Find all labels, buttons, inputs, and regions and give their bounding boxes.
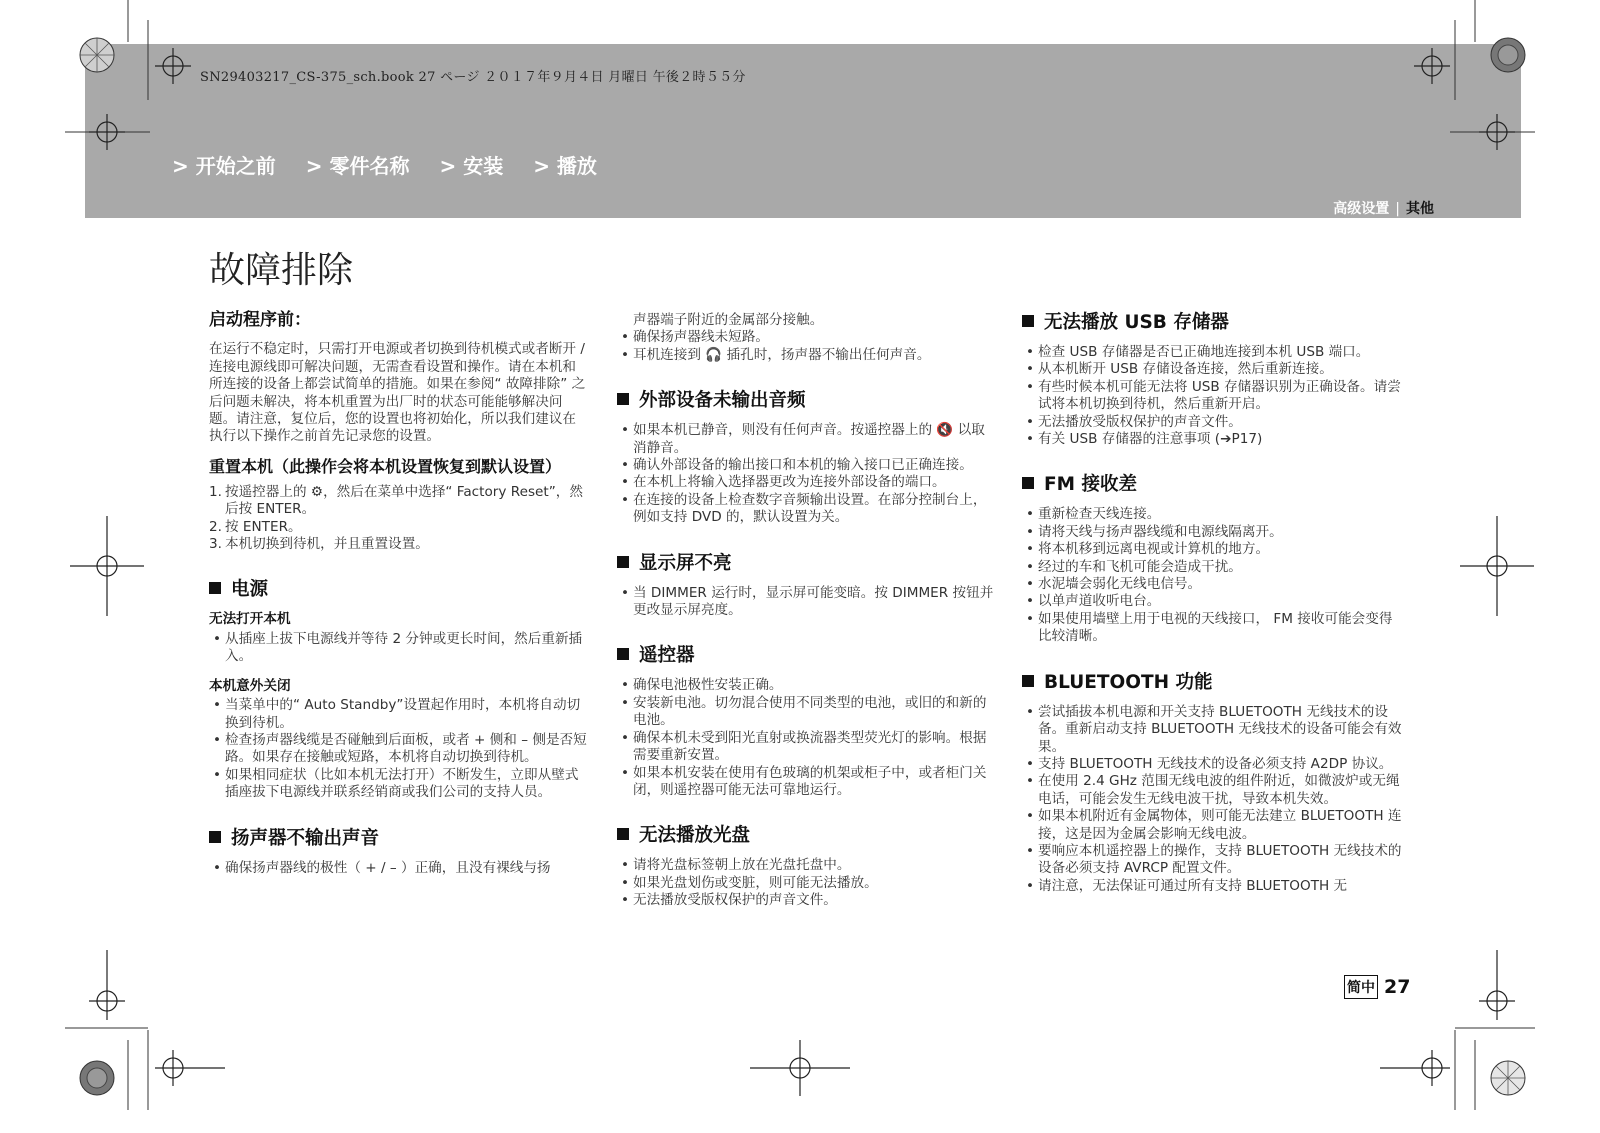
speaker-continued: 声器端子附近的金属部分接触。 bbox=[633, 312, 824, 328]
external-audio-heading: 外部设备未输出音频 bbox=[617, 390, 995, 412]
crosshair-icon bbox=[1380, 1050, 1450, 1086]
list-item: • 如果本机已静音，则没有任何声音。按遥控器上的 🔇 以取消静音。 bbox=[617, 422, 995, 457]
subnav-other[interactable]: 其他 bbox=[1406, 201, 1434, 217]
crosshair-icon bbox=[155, 1050, 225, 1086]
list-item: • 如果使用墙壁上用于电视的天线接口， FM 接收可能会变得比较清晰。 bbox=[1022, 611, 1402, 646]
list-item: • 从插座上拔下电源线并等待 2 分钟或更长时间，然后重新插入。 bbox=[209, 631, 587, 666]
usb-heading: 无法播放 USB 存储器 bbox=[1022, 312, 1402, 334]
list-item: • 请将天线与扬声器线缆和电源线隔离开。 bbox=[1022, 524, 1402, 541]
list-item: • 耳机连接到 🎧 插孔时，扬声器不输出任何声音。 bbox=[617, 347, 995, 364]
crosshair-icon bbox=[1479, 950, 1515, 1020]
list-item: • 在连接的设备上检查数字音频输出设置。在部分控制台上，例如支持 DVD 的，默认设置为关。 bbox=[617, 492, 995, 527]
crosshair-icon bbox=[1414, 48, 1450, 84]
list-item: • 有些时候本机可能无法将 USB 存储器识别为正确设备。请尝试将本机切换到待机，然后重新开启。 bbox=[1022, 379, 1402, 414]
list-item: • 在使用 2.4 GHz 范围无线电波的组件附近，如微波炉或无绳电话，可能会发生无线电波干扰，导致本机失效。 bbox=[1022, 773, 1402, 808]
reset-step: 3. 本机切换到待机，并且重置设置。 bbox=[209, 536, 429, 553]
start-heading: 启动程序前： bbox=[209, 310, 311, 330]
list-item: • 重新检查天线连接。 bbox=[1022, 506, 1402, 523]
bluetooth-heading: BLUETOOTH 功能 bbox=[1022, 672, 1402, 694]
crosshair-icon bbox=[155, 48, 191, 84]
list-item: • 水泥墙会弱化无线电信号。 bbox=[1022, 576, 1402, 593]
list-item: • 确保扬声器线的极性（ + / – ）正确，且没有裸线与扬 bbox=[209, 860, 587, 877]
list-item: • 检查扬声器线缆是否碰触到后面板，或者 + 侧和 – 侧是否短路。如果存在接触或短路，本机将自动切换到待机。 bbox=[209, 732, 587, 767]
crosshair-icon bbox=[70, 516, 144, 616]
crosshair-icon bbox=[1460, 516, 1534, 616]
print-info: SN29403217_CS-375_sch.book 27 ページ ２０１７年９月４日 月曜日 午後２時５５分 bbox=[200, 70, 746, 85]
rosette-icon bbox=[80, 1061, 114, 1095]
crosshair-icon bbox=[89, 950, 125, 1020]
list-item: • 在本机上将输入选择器更改为连接外部设备的端口。 bbox=[617, 474, 995, 491]
list-item: • 尝试插拔本机电源和开关支持 BLUETOOTH 无线技术的设备。重新启动支持 BLUETOOTH 无线技术的设备可能会有效果。 bbox=[1022, 704, 1402, 756]
list-item: • 如果光盘划伤或变脏，则可能无法播放。 bbox=[617, 875, 995, 892]
list-item: • 安装新电池。切勿混合使用不同类型的电池，或旧的和新的电池。 bbox=[617, 695, 995, 730]
rosette-icon bbox=[1491, 38, 1525, 72]
fm-heading: FM 接收差 bbox=[1022, 474, 1402, 496]
list-item: • 如果本机安装在使用有色玻璃的机架或柜子中，或者柜门关闭，则遥控器可能无法可靠地运行。 bbox=[617, 765, 995, 800]
subnav-separator: | bbox=[1395, 201, 1400, 217]
list-item: • 请将光盘标签朝上放在光盘托盘中。 bbox=[617, 857, 995, 874]
list-item: • 检查 USB 存储器是否已正确地连接到本机 USB 端口。 bbox=[1022, 344, 1402, 361]
reset-step: 2. 按 ENTER。 bbox=[209, 518, 302, 535]
start-paragraph: 在运行不稳定时，只需打开电源或者切换到待机模式或者断开 / 连接电源线即可解决问题，无需查看设置和操作。请在本机和所连接的设备上都尝试简单的措施。如果在参阅“ 故障排除” 之后问题未解决，将本机重置为出厂时的状态可能能够解决问题。请注意，复位后，您的设置也将初始化，所以我们建议在执行以下操作之前首先记录您的设置。 bbox=[209, 341, 586, 445]
nav-item-before-start[interactable]: > 开始之前 bbox=[172, 154, 276, 178]
list-item: • 确保扬声器线未短路。 bbox=[617, 329, 995, 346]
list-item: • 如果相同症状（比如本机无法打开）不断发生，立即从壁式插座拔下电源线并联系经销商或我们公司的支持人员。 bbox=[209, 767, 587, 802]
rosette-icon bbox=[80, 38, 114, 72]
list-item: • 将本机移到远离电视或计算机的地方。 bbox=[1022, 541, 1402, 558]
nav-item-playback[interactable]: > 播放 bbox=[533, 154, 597, 178]
list-item: • 当 DIMMER 运行时，显示屏可能变暗。按 DIMMER 按钮并更改显示屏亮度。 bbox=[617, 585, 995, 620]
nav-item-part-names[interactable]: > 零件名称 bbox=[305, 154, 410, 178]
power-item1-title: 无法打开本机 bbox=[209, 611, 291, 628]
nav-item-install[interactable]: > 安装 bbox=[439, 154, 504, 178]
subnav-advanced-settings[interactable]: 高级设置 bbox=[1333, 201, 1390, 217]
reset-heading: 重置本机（此操作会将本机设置恢复到默认设置） bbox=[209, 456, 562, 476]
list-item: • 确认外部设备的输出接口和本机的输入接口已正确连接。 bbox=[617, 457, 995, 474]
crosshair-icon bbox=[750, 1040, 850, 1096]
display-heading: 显示屏不亮 bbox=[617, 553, 995, 575]
list-item: • 有关 USB 存储器的注意事项 (➔P17) bbox=[1022, 431, 1402, 448]
remote-heading: 遥控器 bbox=[617, 645, 995, 667]
rosette-icon bbox=[1491, 1061, 1525, 1095]
list-item: • 无法播放受版权保护的声音文件。 bbox=[1022, 414, 1402, 431]
crosshair-icon bbox=[1479, 114, 1515, 150]
list-item: • 请注意，无法保证可通过所有支持 BLUETOOTH 无 bbox=[1022, 878, 1402, 895]
list-item: • 确保本机未受到阳光直射或换流器类型荧光灯的影响。根据需要重新安置。 bbox=[617, 730, 995, 765]
list-item: • 从本机断开 USB 存储设备连接，然后重新连接。 bbox=[1022, 361, 1402, 378]
disc-heading: 无法播放光盘 bbox=[617, 825, 995, 847]
list-item: • 确保电池极性安装正确。 bbox=[617, 677, 995, 694]
crosshair-icon bbox=[89, 114, 125, 150]
page-title: 故障排除 bbox=[209, 250, 354, 291]
speaker-heading: 扬声器不输出声音 bbox=[209, 828, 587, 850]
reset-step: 1. 按遥控器上的 ⚙，然后在菜单中选择“ Factory Reset”，然后按 ENTER。 bbox=[209, 483, 583, 518]
list-item: • 以单声道收听电台。 bbox=[1022, 593, 1402, 610]
language-badge: 简中 bbox=[1344, 975, 1378, 999]
list-item: • 支持 BLUETOOTH 无线技术的设备必须支持 A2DP 协议。 bbox=[1022, 756, 1402, 773]
list-item: • 无法播放受版权保护的声音文件。 bbox=[617, 892, 995, 909]
list-item: • 当菜单中的“ Auto Standby”设置起作用时，本机将自动切换到待机。 bbox=[209, 697, 587, 732]
list-item: • 如果本机附近有金属物体，则可能无法建立 BLUETOOTH 连接，这是因为金属会影响无线电波。 bbox=[1022, 808, 1402, 843]
page-number: 27 bbox=[1384, 976, 1411, 998]
list-item: • 要响应本机遥控器上的操作，支持 BLUETOOTH 无线技术的设备必须支持 AVRCP 配置文件。 bbox=[1022, 843, 1402, 878]
power-item2-title: 本机意外关闭 bbox=[209, 677, 291, 694]
power-heading: 电源 bbox=[209, 579, 587, 601]
list-item: • 经过的车和飞机可能会造成干扰。 bbox=[1022, 559, 1402, 576]
